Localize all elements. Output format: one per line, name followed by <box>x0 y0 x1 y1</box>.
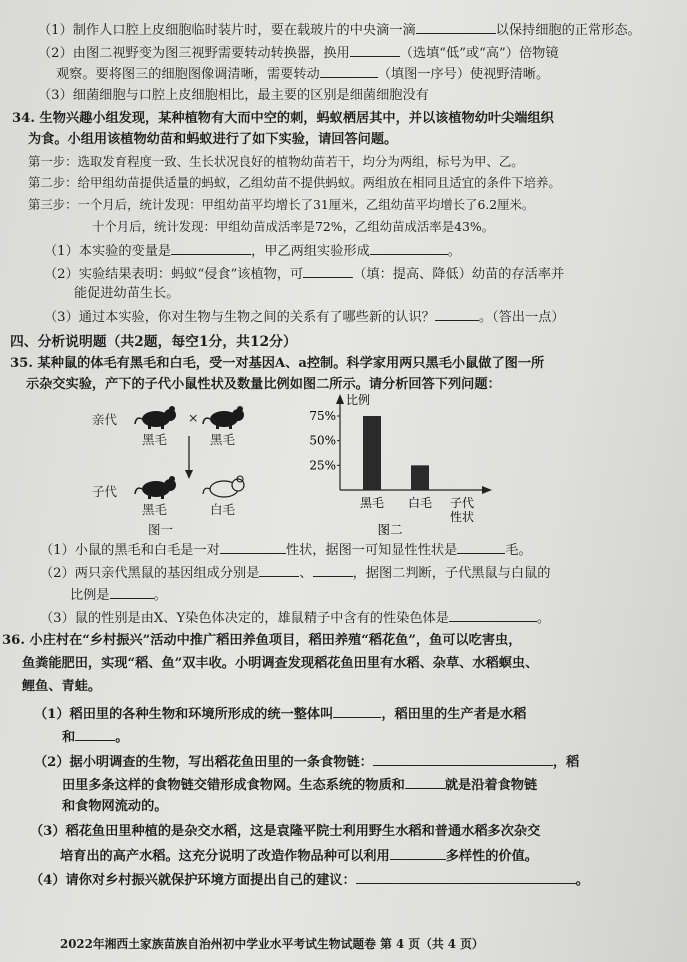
q36-sub2-cont2: 和食物网流动的。 <box>62 799 168 814</box>
answer-blank[interactable] <box>416 20 496 34</box>
q35-stem-line1: 35. 某种鼠的体毛有黑毛和白毛，受一对基因A、a控制。科学家用两只黑毛小鼠做了图一所 <box>10 356 545 371</box>
x-axis-label-line2: 性状 <box>449 510 475 524</box>
q34-stem-line2: 为食。小组用该植物幼苗和蚂蚁进行了如下实验，请回答问题。 <box>28 132 398 147</box>
y-tick-label: 50% <box>309 433 336 448</box>
x-category-label: 白毛 <box>407 496 433 510</box>
q35-sub1: （1）小鼠的黑毛和白毛是一对 性状，据图一可知显性性状是 毛。 <box>40 540 532 560</box>
q36-sub2-cont: 田里多条这样的食物链交错形成食物网。生态系统的物质和 就是沿着食物链 <box>62 775 537 795</box>
x-axis-label-line1: 子代 <box>449 496 475 510</box>
offspring-black-label: 黑毛 <box>142 502 168 517</box>
q33-part2-cont: 观察。要将图三的细胞图像调清晰，需要转动 （填图一序号）使视野清晰。 <box>56 64 549 84</box>
q34-sub2: （2）实验结果表明：蚂蚁“侵食”该植物，可 （填：提高、降低）幼苗的存活率并 <box>44 264 564 284</box>
answer-blank[interactable] <box>75 727 115 741</box>
figure-2-caption: 图二 <box>377 522 403 537</box>
q36-sub1: （1）稻田里的各种生物和环境所形成的统一整体叫 ，稻田里的生产者是水稻 <box>34 704 526 724</box>
parent-label: 亲代 <box>92 412 118 427</box>
answer-blank[interactable] <box>449 608 537 622</box>
answer-blank[interactable] <box>405 775 445 789</box>
section-heading: 四、分析说明题（共2题，每空1分，共12分） <box>10 334 297 350</box>
q33-part1: （1）制作人口腔上皮细胞临时装片时，要在载玻片的中央滴一滴 以保持细胞的正常形态。 <box>38 20 641 40</box>
y-tick-label: 25% <box>309 458 336 473</box>
answer-blank[interactable] <box>370 241 448 255</box>
q35-sub2: （2）两只亲代黑鼠的基因组成分别是 、 ，据图二判断，子代黑鼠与白鼠的 <box>40 563 550 583</box>
offspring-black-mouse <box>134 474 180 500</box>
parent-black-label-2: 黑毛 <box>210 432 236 447</box>
q34-step2: 第二步：给甲组幼苗提供适量的蚂蚁，乙组幼苗不提供蚂蚁。两组放在相同且适宜的条件下培养。 <box>28 175 561 190</box>
answer-blank[interactable] <box>220 540 286 554</box>
q36-sub3: （3）稻花鱼田里种植的是杂交水稻，这是袁隆平院士利用野生水稻和普通水稻多次杂交 <box>30 824 541 839</box>
q35-sub2-cont: 比例是 。 <box>70 585 167 605</box>
answer-blank[interactable] <box>303 264 353 278</box>
parent-black-mouse-1 <box>134 404 180 430</box>
answer-blank[interactable] <box>110 585 154 599</box>
parent-black-label-1: 黑毛 <box>142 432 168 447</box>
answer-blank[interactable] <box>313 563 353 577</box>
bar-0 <box>363 416 381 490</box>
figure-2-bar-chart <box>296 390 496 540</box>
page-footer: 2022年湘西土家族苗族自治州初中学业水平考试生物试题卷 第 4 页（共 4 页） <box>60 937 484 951</box>
q34-step1: 第一步：选取发育程度一致、生长状况良好的植物幼苗若干，均分为两组，标号为甲、乙。 <box>28 154 524 169</box>
answer-blank[interactable] <box>356 870 576 884</box>
answer-blank[interactable] <box>373 752 553 766</box>
answer-blank[interactable] <box>350 43 400 57</box>
x-axis-arrow-icon <box>482 486 492 494</box>
q34-step3: 第三步：一个月后，统计发现：甲组幼苗平均增长了31厘米，乙组幼苗平均增长了6.2厘米。 <box>28 197 535 212</box>
offspring-label: 子代 <box>92 484 118 499</box>
q35-stem-line2: 示杂交实验，产下的子代小鼠性状及数量比例如图二所示。请分析回答下列问题： <box>26 377 501 392</box>
y-axis-arrow-icon <box>336 394 344 404</box>
answer-blank[interactable] <box>457 540 505 554</box>
offspring-white-label: 白毛 <box>210 502 236 517</box>
q34-sub1: （1）本实验的变量是 ，甲乙两组实验形成 。 <box>44 241 461 261</box>
y-axis-label: 比例 <box>346 393 371 407</box>
q33-part2: （2）由图二视野变为图三视野需要转动转换器，换用 （选填“低”或“高”）倍物镜 <box>38 43 559 63</box>
q36-stem-line1: 36. 小庄村在“乡村振兴”活动中推广稻田养鱼项目，稻田养殖“稻花鱼”，鱼可以吃害虫， <box>2 633 522 648</box>
q34-sub3: （3）通过本实验，你对生物与生物之间的关系有了哪些新的认识？ 。（答出一点） <box>44 307 565 327</box>
q34-step3-cont: 十个月后，统计发现：甲组幼苗成活率是72%，乙组幼苗成活率是43%。 <box>92 219 495 234</box>
figure-1-caption: 图一 <box>148 522 174 537</box>
q33-part3: （3）细菌细胞与口腔上皮细胞相比，最主要的区别是细菌细胞没有 <box>38 88 429 103</box>
q36-sub1-cont: 和 。 <box>62 727 128 747</box>
q36-sub4: （4）请你对乡村振兴就保护环境方面提出自己的建议： 。 <box>30 870 589 890</box>
answer-blank[interactable] <box>171 241 251 255</box>
q34-sub2-cont: 能促进幼苗生长。 <box>74 286 180 301</box>
answer-blank[interactable] <box>333 704 381 718</box>
figure-1 <box>90 398 270 538</box>
cross-symbol: × <box>188 410 199 425</box>
answer-blank[interactable] <box>320 64 378 78</box>
q36-sub2: （2）据小明调查的生物，写出稻花鱼田里的一条食物链： ，稻 <box>34 752 579 772</box>
q35-sub3: （3）鼠的性别是由X、Y染色体决定的，雄鼠精子中含有的性染色体是 。 <box>40 608 550 628</box>
answer-blank[interactable] <box>259 563 299 577</box>
bar-1 <box>411 465 429 490</box>
down-arrow-icon <box>184 436 194 480</box>
q36-stem-line2: 鱼粪能肥田，实现“稻、鱼”双丰收。小明调查发现稻花鱼田里有水稻、杂草、水稻螟虫、 <box>22 656 539 671</box>
parent-black-mouse-2 <box>202 404 248 430</box>
offspring-white-mouse <box>202 474 248 500</box>
y-tick-label: 75% <box>309 409 336 423</box>
x-category-label: 黑毛 <box>359 496 385 510</box>
answer-blank[interactable] <box>390 846 446 860</box>
q36-sub3-cont: 培育出的高产水稻。这充分说明了改造作物品种可以利用 多样性的价值。 <box>60 846 538 866</box>
q36-stem-line3: 鲤鱼、青蛙。 <box>22 679 102 694</box>
answer-blank[interactable] <box>435 307 479 321</box>
q34-stem-line1: 34. 生物兴趣小组发现，某种植物有大而中空的刺，蚂蚁栖居其中，并以该植物幼叶尖端组织 <box>12 111 554 126</box>
